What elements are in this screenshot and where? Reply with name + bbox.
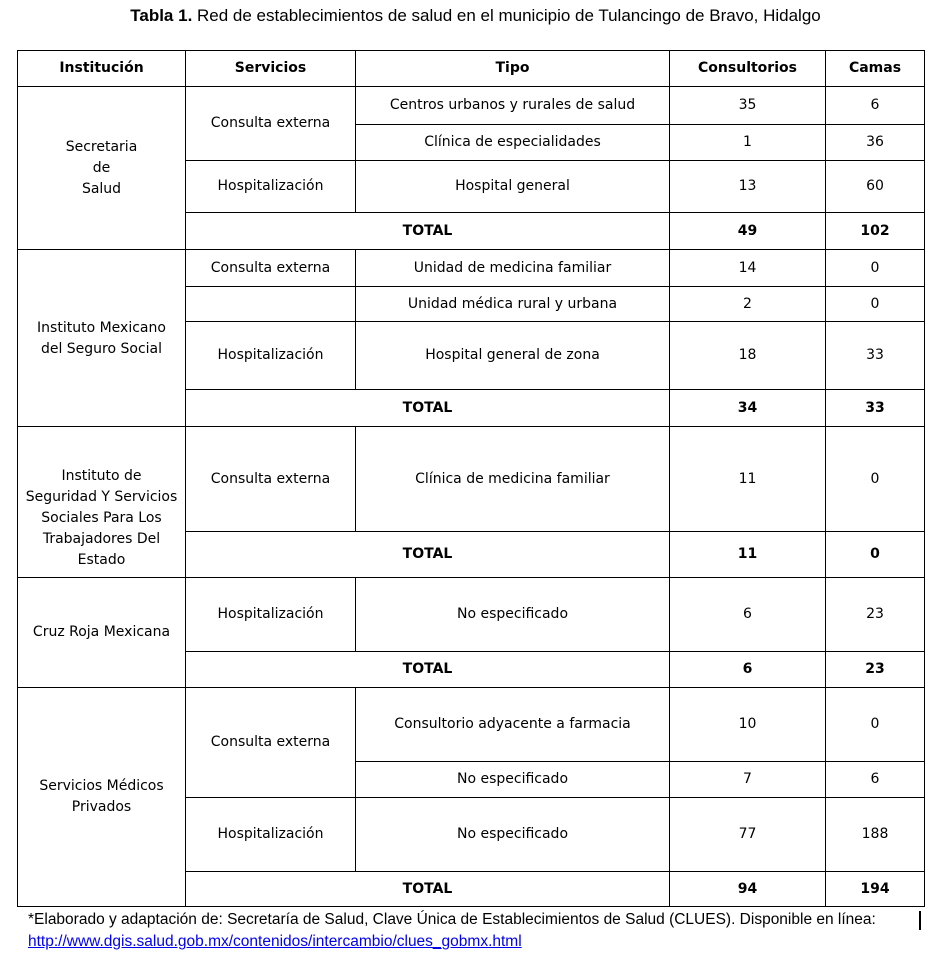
table-row [18,427,925,532]
consultorios-cell: 35 [670,87,826,125]
consultorios-cell: 11 [670,427,826,532]
institution-cell [18,87,186,250]
health-facilities-table [17,50,925,907]
consultorios-cell: 10 [670,688,826,762]
tipo-cell: Hospital general de zona [356,322,670,390]
header-row [18,51,925,87]
total-label: TOTAL [186,213,670,250]
total-camas: 23 [826,652,925,688]
footnote-text: *Elaborado y adaptación de: Secretaría de Salud, Clave Única de Establecimientos de Salud (CLUES). Disponible en línea: [28,911,876,928]
camas-cell: 0 [826,250,925,287]
consultorios-cell: 18 [670,322,826,390]
camas-cell: 6 [826,762,925,798]
total-camas: 102 [826,213,925,250]
total-consultorios: 94 [670,872,826,907]
camas-cell: 36 [826,125,925,161]
service-cell: Consulta externa [186,688,356,798]
camas-cell: 0 [826,427,925,532]
tipo-cell: Unidad médica rural y urbana [356,287,670,322]
source-footnote [28,909,923,953]
tipo-cell: No especificado [356,578,670,652]
table-row [18,688,925,762]
consultorios-cell: 14 [670,250,826,287]
total-label: TOTAL [186,390,670,427]
service-cell [186,287,356,322]
total-camas: 194 [826,872,925,907]
camas-cell: 0 [826,688,925,762]
camas-cell: 33 [826,322,925,390]
total-camas: 33 [826,390,925,427]
consultorios-cell: 1 [670,125,826,161]
table-row [18,87,925,125]
total-consultorios: 49 [670,213,826,250]
header-tipo: Tipo [356,51,670,87]
tipo-cell: Consultorio adyacente a farmacia [356,688,670,762]
clues-link[interactable]: http://www.dgis.salud.gob.mx/contenidos/intercambio/clues_gobmx.html [28,933,522,950]
header-institucion: Institución [18,51,186,87]
institution-name: Secretaria de Salud [65,138,138,197]
header-camas: Camas [826,51,925,87]
text-cursor [919,911,921,930]
institution-name: Servicios Médicos Privados [39,778,164,815]
consultorios-cell: 6 [670,578,826,652]
consultorios-cell: 13 [670,161,826,213]
service-cell: Hospitalización [186,578,356,652]
institution-name: Instituto Mexicano del Seguro Social [37,320,166,357]
camas-cell: 23 [826,578,925,652]
institution-cell [18,427,186,578]
tipo-cell: Hospital general [356,161,670,213]
table-row [18,578,925,652]
total-label: TOTAL [186,532,670,578]
camas-cell: 188 [826,798,925,872]
tipo-cell: Clínica de medicina familiar [356,427,670,532]
table-row [18,250,925,287]
header-consultorios: Consultorios [670,51,826,87]
service-cell: Consulta externa [186,87,356,161]
institution-cell [18,688,186,907]
service-cell: Hospitalización [186,798,356,872]
consultorios-cell: 7 [670,762,826,798]
total-camas: 0 [826,532,925,578]
caption-text: Red de establecimientos de salud en el municipio de Tulancingo de Bravo, Hidalgo [192,6,821,25]
service-cell: Hospitalización [186,161,356,213]
service-cell: Consulta externa [186,250,356,287]
institution-cell [18,250,186,427]
tipo-cell: Unidad de medicina familiar [356,250,670,287]
total-consultorios: 34 [670,390,826,427]
institution-name: Instituto de Seguridad Y Servicios Sociales Para Los Trabajadores Del Estado [25,468,178,568]
tipo-cell: No especificado [356,798,670,872]
camas-cell: 60 [826,161,925,213]
service-cell: Hospitalización [186,322,356,390]
institution-cell [18,578,186,688]
camas-cell: 0 [826,287,925,322]
service-cell: Consulta externa [186,427,356,532]
tipo-cell: Centros urbanos y rurales de salud [356,87,670,125]
table-caption [0,6,951,26]
caption-label: Tabla 1. [130,6,193,25]
camas-cell: 6 [826,87,925,125]
tipo-cell: Clínica de especialidades [356,125,670,161]
consultorios-cell: 2 [670,287,826,322]
consultorios-cell: 77 [670,798,826,872]
institution-name: Cruz Roja Mexicana [32,624,171,640]
total-consultorios: 6 [670,652,826,688]
total-label: TOTAL [186,872,670,907]
header-servicios: Servicios [186,51,356,87]
total-label: TOTAL [186,652,670,688]
tipo-cell: No especificado [356,762,670,798]
total-consultorios: 11 [670,532,826,578]
